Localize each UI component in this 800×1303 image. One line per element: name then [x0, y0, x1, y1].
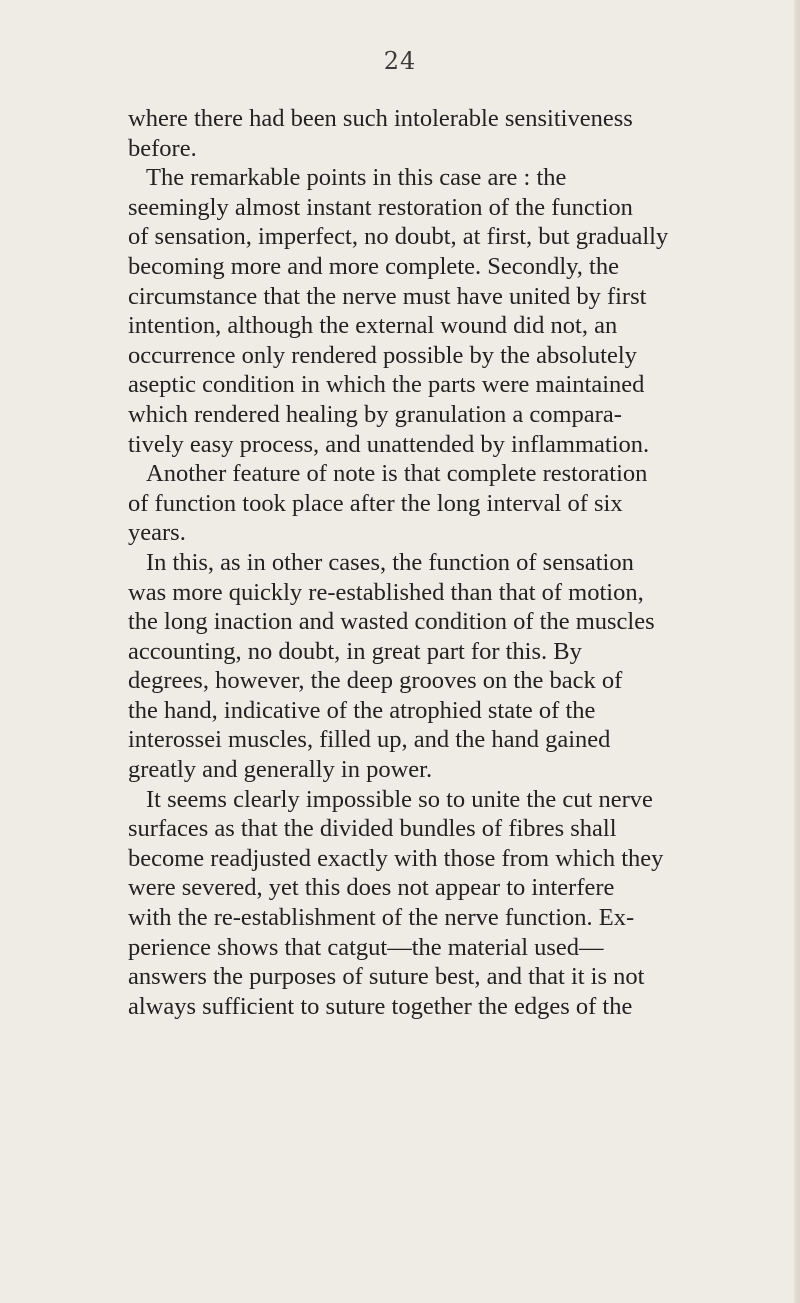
text-line: aseptic condition in which the parts were maintained: [128, 371, 645, 399]
text-line: the hand, indicative of the atrophied state of the: [128, 696, 596, 724]
text-line: becoming more and more complete. Secondly, the: [128, 252, 619, 280]
text-line: accounting, no doubt, in great part for this. By: [128, 637, 582, 665]
text-line: The remarkable points in this case are : the: [146, 164, 567, 192]
text-line: surfaces as that the divided bundles of fibres shall: [128, 815, 617, 843]
text-line: of function took place after the long interval of six: [128, 489, 623, 517]
text-line: which rendered healing by granulation a compara-: [128, 400, 622, 428]
text-line: with the re-establishment of the nerve function. Ex-: [128, 904, 635, 932]
text-line: It seems clearly impossible so to unite the cut nerve: [146, 785, 653, 813]
text-line: were severed, yet this does not appear to interfere: [128, 874, 615, 902]
text-line: seemingly almost instant restoration of the function: [128, 193, 633, 221]
text-line: In this, as in other cases, the function of sensation: [146, 548, 634, 576]
text-line: greatly and generally in power.: [128, 756, 433, 784]
text-line: degrees, however, the deep grooves on the back of: [128, 667, 623, 695]
page-edge: [794, 0, 800, 1303]
text-line: tively easy process, and unattended by inflammation.: [128, 430, 650, 458]
page-number: 24: [383, 47, 417, 75]
text-line: interossei muscles, filled up, and the hand gained: [128, 726, 611, 754]
text-line: answers the purposes of suture best, and that it is not: [128, 963, 645, 991]
text-line: where there had been such intolerable sensitiveness: [128, 105, 633, 132]
text-line: occurrence only rendered possible by the absolutely: [128, 341, 637, 369]
text-line: become readjusted exactly with those from which they: [128, 844, 664, 872]
text-line: circumstance that the nerve must have united by first: [128, 282, 647, 310]
text-line: before.: [128, 134, 197, 162]
text-line: always sufficient to suture together the edges of the: [128, 992, 633, 1020]
text-line: years.: [128, 519, 186, 547]
text-line: Another feature of note is that complete restoration: [146, 460, 648, 488]
text-line: the long inaction and wasted condition of the muscles: [128, 608, 655, 636]
text-line: was more quickly re-established than that of motion,: [128, 578, 644, 606]
text-line: perience shows that catgut—the material used—: [128, 933, 604, 961]
text-line: of sensation, imperfect, no doubt, at first, but gradually: [128, 223, 669, 251]
body-text: [128, 104, 728, 1021]
text-line: intention, although the external wound did not, an: [128, 312, 618, 340]
